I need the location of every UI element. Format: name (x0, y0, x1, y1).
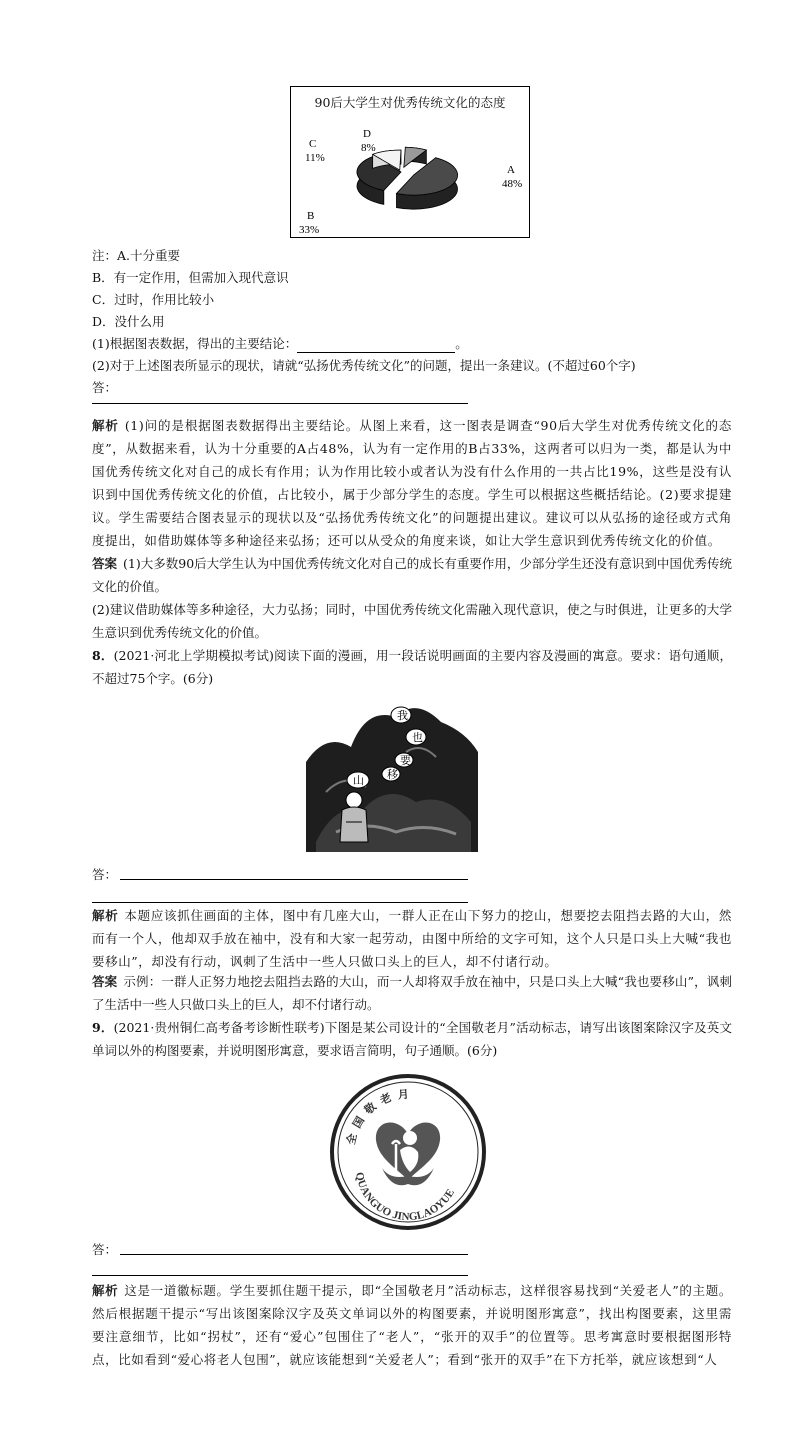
q7-analysis (92, 414, 732, 552)
q9-analysis-text: 这是一道徽标题。学生要抓住题干提示，即“全国敬老月”活动标志，这样很容易找到“关爱老人”的主题。然后根据题干提示“写出该图案除汉字及英文单词以外的构图要素，并说明图形寓意”，找出构图要素，这里需要注意细节，比如“拐杖”，还有“爱心”包围住了“老人”，“张开的双手”的位置等。思考寓意时要根据图形特点，比如看到“爱心将老人包围”，就应该能想到“关爱老人”；看到“张开的双手”在下方托举，就应该想到“人 (92, 1283, 732, 1367)
note-c: C．过时，作用比较小 (92, 292, 215, 307)
answer-line[interactable] (120, 1254, 468, 1255)
bubble-4: 移 (387, 769, 398, 781)
answer-tag: 答案 (92, 556, 118, 571)
logo-cn-text: 全国敬老 月 (345, 1088, 410, 1146)
note-b: B．有一定作用，但需加入现代意识 (92, 270, 289, 285)
q8-answer (92, 970, 732, 1016)
q9-analysis (92, 1279, 732, 1371)
q9-question (92, 1016, 732, 1062)
pie-pct-b: 33% (299, 224, 320, 236)
analysis-tag: 解析 (92, 1283, 119, 1298)
pie-label-a: A (507, 164, 515, 176)
q8-answer-label: 答： (92, 867, 118, 882)
pie-pct-d: 8% (361, 142, 376, 154)
pie-label-d: D (363, 128, 371, 140)
bubble-5: 山 (353, 775, 364, 787)
q9-source: (2021·贵州铜仁高考备考诊断性联考) (113, 1020, 325, 1035)
q7-analysis-text: (1)问的是根据图表数据得出主要结论。从图上来看，这一图表是调查“90后大学生对优秀传统文化的态度”，从数据来看，认为十分重要的A占48%，认为有一定作用的B占33%，这两者可以归为一类，都是认为中国优秀传统文化对自己的成长有作用；认为作用比较小或者认为没有什么作用的一共占比19%，这些是没有认识到中国优秀传统文化的价值，占比较小，属于少部分学生的态度。学生可以根据这些概括结论。(2)要求提建议。学生需要结合图表显示的现状以及“弘扬优秀传统文化”的问题提出建议。建议可以从弘扬的途径或方式角度提出，如借助媒体等多种途径来弘扬；还可以从受众的角度来谈，如让大学生意识到优秀传统文化的价值。 (92, 418, 732, 548)
q8-text: 阅读下面的漫画，用一段话说明画面的主要内容及漫画的寓意。要求：语句通顺，不超过75个字。(6分) (92, 648, 732, 686)
pie-chart-frame (290, 86, 530, 238)
q8-number: 8． (92, 648, 114, 663)
answer-line[interactable] (92, 902, 468, 903)
q7-answer (92, 552, 732, 598)
q7-sub1-blank[interactable] (297, 352, 455, 353)
pie-label-c: C (309, 138, 317, 150)
analysis-tag: 解析 (92, 908, 119, 923)
q7-sub2: (2)对于上述图表所显示的现状，请就“弘扬优秀传统文化”的问题，提出一条建议。(不超过60个字) (92, 358, 636, 373)
q7-answer1-text: (1)大多数90后大学生认为中国优秀传统文化对自己的成长有重要作用，少部分学生还没有意识到中国优秀传统文化的价值。 (92, 556, 732, 594)
bubble-1: 我 (397, 710, 408, 722)
chart-title: 90后大学生对优秀传统文化的态度 (314, 95, 506, 110)
bubble-2: 也 (412, 732, 423, 744)
answer-line[interactable] (120, 879, 468, 880)
logo-en-text: QUANGUO JINGLAOYUE (353, 1171, 457, 1224)
note-a: 注：A.十分重要 (92, 248, 181, 263)
analysis-tag: 解析 (92, 418, 119, 433)
cartoon-illustration (306, 692, 478, 854)
q7-sub1-end: 。 (455, 336, 468, 351)
q8-question (92, 644, 732, 690)
note-d: D．没什么用 (92, 314, 165, 329)
answer-line[interactable] (92, 1275, 468, 1276)
q9-answer-label: 答： (92, 1242, 118, 1257)
bubble-3: 要 (400, 755, 411, 767)
q7-sub1 (92, 335, 468, 353)
q9-number: 9． (92, 1020, 114, 1035)
q8-answer-text: 示例：一群人正努力地挖去阻挡去路的大山，而一人却将双手放在袖中，只是口头上大喊“我也要移山”，讽刺了生活中一些人只做口头上的巨人，却不付诸行动。 (92, 974, 732, 1012)
respect-elderly-logo (326, 1072, 490, 1232)
q8-analysis-text: 本题应该抓住画面的主体，图中有几座大山，一群人正在山下努力的挖山，想要挖去阻挡去路的大山，然而有一个人，他却双手放在袖中，没有和大家一起劳动，由图中所给的文字可知，这个人只是口头上大喊“我也要移山”，却没有行动，讽刺了生活中一些人只做口头上的巨人，却不付诸行动。 (92, 908, 732, 969)
pie-chart (291, 87, 529, 237)
pie-pct-a: 48% (502, 178, 523, 190)
q9-text: 下图是某公司设计的“全国敬老月”活动标志，请写出该图案除汉字及英文单词以外的构图要素，并说明图形寓意，要求语言简明，句子通顺。(6分) (92, 1020, 732, 1058)
q8-analysis (92, 904, 732, 973)
answer-tag: 答案 (92, 974, 118, 989)
q7-sub1-text: (1)根据图表数据，得出的主要结论： (92, 336, 298, 351)
pie-pct-c: 11% (305, 152, 325, 164)
q7-answer-label: 答： (92, 380, 118, 395)
answer-line[interactable] (92, 403, 468, 404)
pie-label-b: B (307, 210, 315, 222)
q7-answer2: (2)建议借助媒体等多种途径，大力弘扬；同时，中国优秀传统文化需融入现代意识，使之与时俱进，让更多的大学生意识到优秀传统文化的价值。 (92, 602, 732, 640)
q8-source: (2021·河北上学期模拟考试) (113, 648, 274, 663)
